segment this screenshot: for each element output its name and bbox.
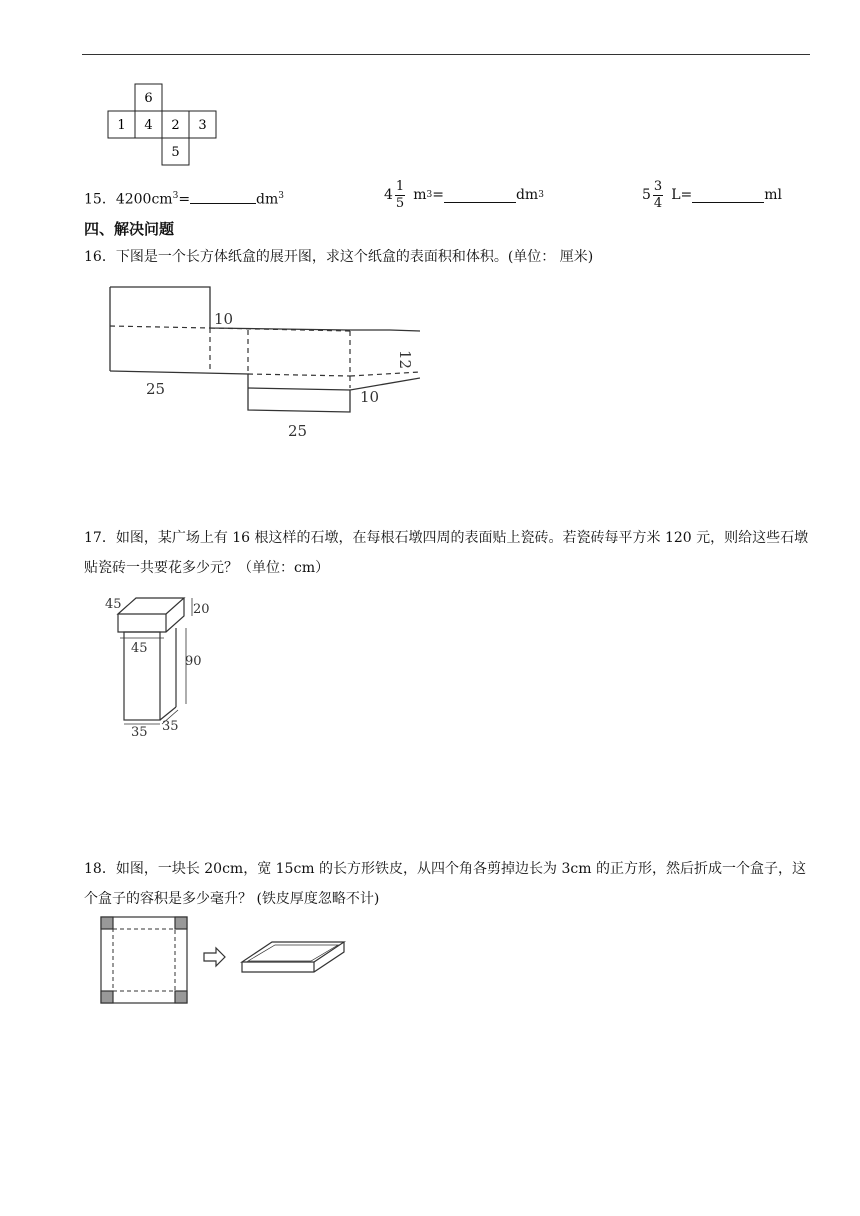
dimension-label: 45	[131, 641, 148, 656]
q17-text: 17．如图，某广场上有 16 根这样的石墩，在每根石墩四周的表面贴上瓷砖。若瓷砖每平方米 120 元，则给这些石墩贴瓷砖一共要花多少元？（单位：cm）	[84, 530, 809, 576]
question-number: 15．	[84, 191, 116, 208]
q15-part2: 4 $\frac{1}{5}$ m 3 = dm 3	[384, 178, 544, 211]
dimension-label: 12	[396, 350, 414, 370]
net-cell-label: 5	[171, 145, 180, 160]
dimension-label: 35	[131, 725, 148, 740]
q15-part3: 5 $\frac{3}{4}$ L= ml	[642, 178, 782, 211]
answer-blank[interactable]	[190, 189, 256, 204]
answer-blank[interactable]	[444, 188, 516, 203]
right-arrow-icon	[204, 948, 225, 966]
answer-blank[interactable]	[692, 188, 764, 203]
section-title: 四、解决问题	[84, 220, 175, 238]
dimension-label: 35	[162, 719, 179, 734]
dimension-label: 10	[214, 310, 234, 328]
dimension-label: 25	[146, 380, 166, 398]
box-fold-figure	[96, 912, 356, 1008]
dimension-label: 45	[105, 597, 122, 612]
cube-net-figure	[100, 80, 230, 172]
net-cell-label: 3	[198, 118, 207, 133]
fraction: $\frac{1}{5}$	[395, 178, 405, 211]
box-net-figure	[100, 282, 420, 444]
q15-part1: 15．$4200cm^3= dm^3$	[84, 186, 284, 210]
net-cell-label: 6	[144, 91, 153, 106]
net-cell-label: 1	[117, 118, 126, 133]
dimension-label: 90	[185, 654, 202, 669]
net-cell-label: 4	[144, 118, 153, 133]
fraction: $\frac{3}{4}$	[653, 178, 663, 211]
dimension-label: 25	[288, 422, 308, 440]
q16-text: 16．下图是一个长方体纸盒的展开图，求这个纸盒的表面积和体积。(单位： 厘米)	[84, 249, 594, 265]
pillar-figure	[100, 592, 220, 742]
dimension-label: 10	[360, 388, 380, 406]
header-rule	[82, 54, 810, 55]
net-cell-label: 2	[171, 118, 180, 133]
q18-text: 18．如图，一块长 20cm，宽 15cm 的长方形铁皮，从四个角各剪掉边长为 3cm 的正方形，然后折成一个盒子，这个盒子的容积是多少毫升？ (铁皮厚度忽略不计)	[84, 861, 806, 907]
dimension-label: 20	[193, 602, 210, 617]
